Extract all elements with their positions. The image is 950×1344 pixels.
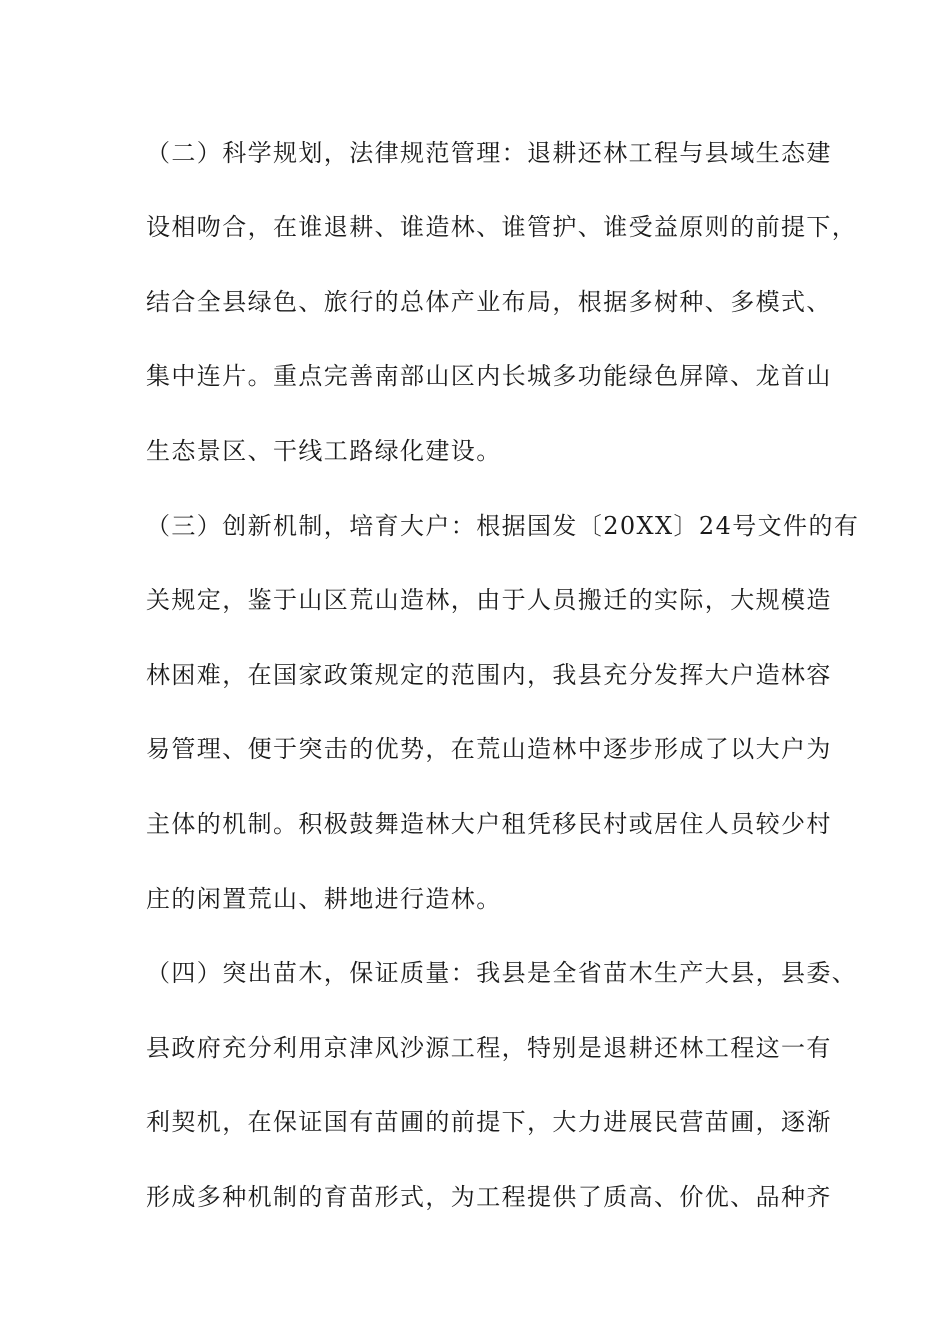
text-line: 结合全县绿色、旅行的总体产业布局，根据多树种、多模式、 bbox=[146, 288, 832, 316]
text-line: 集中连片。重点完善南部山区内长城多功能绿色屏障、龙首山 bbox=[146, 362, 832, 390]
text-line: 主体的机制。积极鼓舞造林大户租凭移民村或居住人员较少村 bbox=[146, 810, 832, 838]
text-line: （三）创新机制，培育大户：根据国发〔20XX〕24号文件的有 bbox=[146, 512, 860, 540]
text-line: 县政府充分利用京津风沙源工程，特别是退耕还林工程这一有 bbox=[146, 1034, 832, 1062]
text-line: 林困难，在国家政策规定的范围内，我县充分发挥大户造林容 bbox=[146, 661, 832, 689]
text-line: （四）突出苗木，保证质量：我县是全省苗木生产大县，县委、 bbox=[146, 959, 858, 987]
text-line: 庄的闲置荒山、耕地进行造林。 bbox=[146, 885, 502, 913]
text-line: 形成多种机制的育苗形式，为工程提供了质高、价优、品种齐 bbox=[146, 1183, 832, 1211]
text-line: 生态景区、干线工路绿化建设。 bbox=[146, 437, 502, 465]
text-line: 设相吻合，在谁退耕、谁造林、谁管护、谁受益原则的前提下， bbox=[146, 213, 858, 241]
text-line: 利契机，在保证国有苗圃的前提下，大力进展民营苗圃，逐渐 bbox=[146, 1108, 832, 1136]
text-line: （二）科学规划，法律规范管理：退耕还林工程与县域生态建 bbox=[146, 139, 832, 167]
text-line: 易管理、便于突击的优势，在荒山造林中逐步形成了以大户为 bbox=[146, 735, 832, 763]
text-line: 关规定，鉴于山区荒山造林，由于人员搬迁的实际，大规模造 bbox=[146, 586, 832, 614]
